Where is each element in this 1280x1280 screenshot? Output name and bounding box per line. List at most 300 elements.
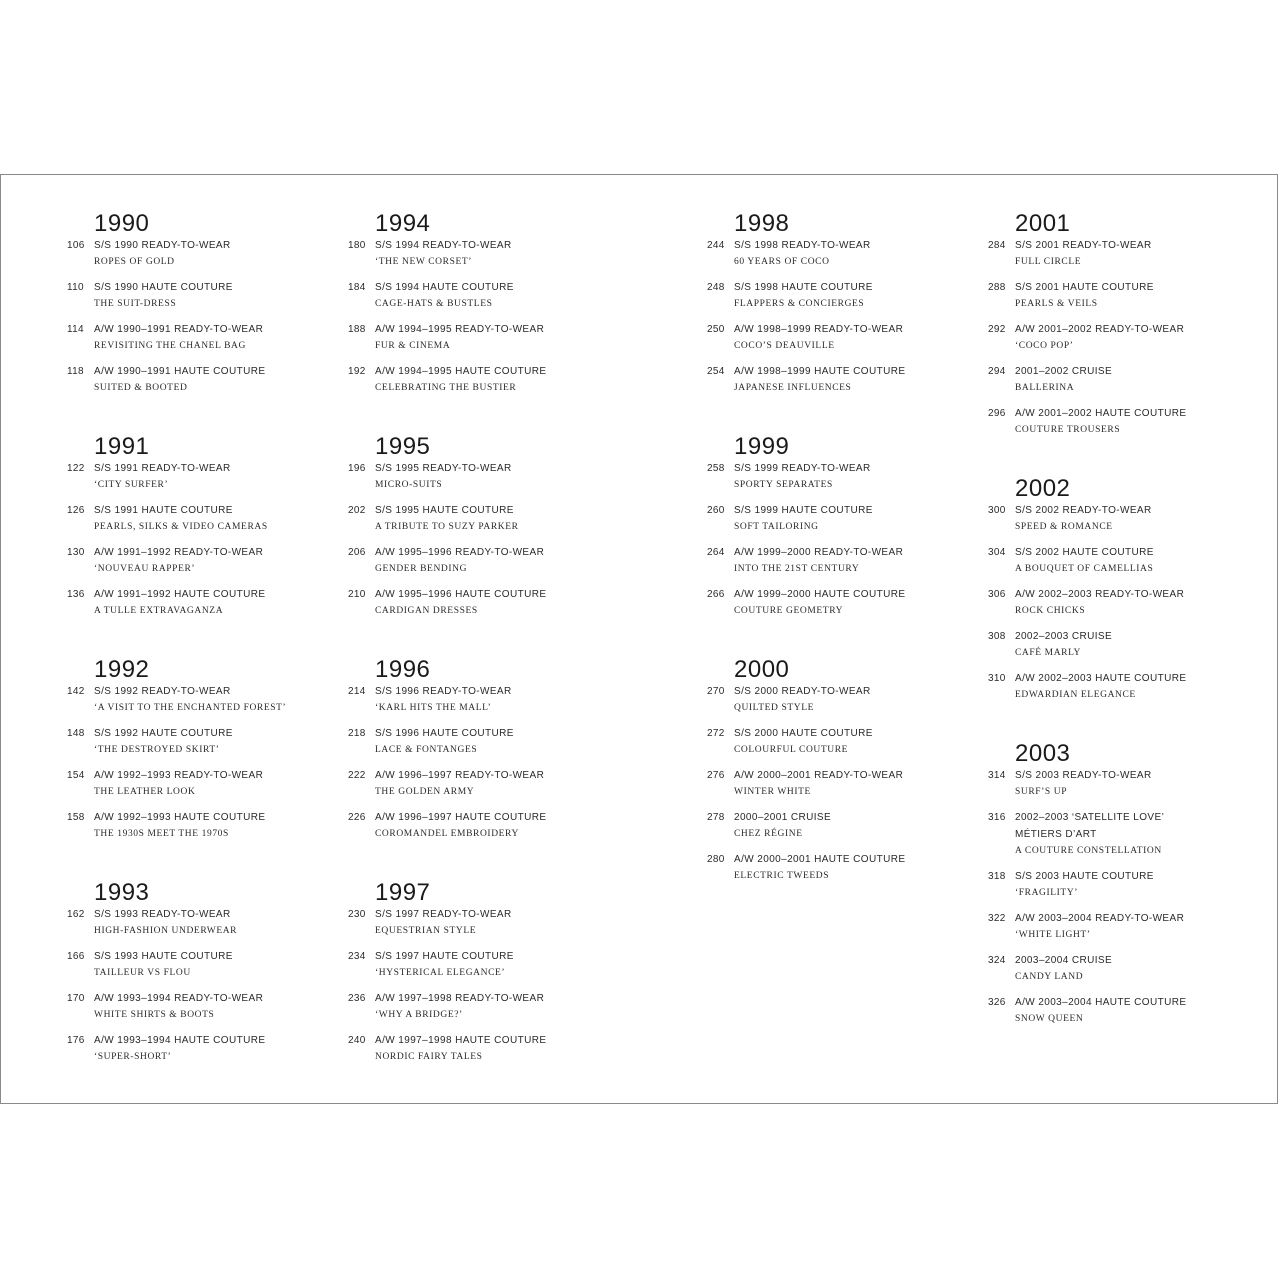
- entry-lines: [1015, 670, 1248, 704]
- contents-entry: [988, 809, 1248, 860]
- entry-lines: [1015, 868, 1248, 902]
- contents-entry: [348, 683, 608, 717]
- year-section: [67, 434, 327, 620]
- section-gap: [67, 405, 327, 434]
- entry-lines: [375, 544, 608, 578]
- collection-title: FLAPPERS & CONCIERGES: [734, 299, 865, 309]
- year-section: [348, 657, 608, 843]
- page-number: 188: [348, 324, 366, 335]
- contents-column: [67, 211, 327, 1074]
- collection-title: SPORTY SEPARATES: [734, 480, 833, 490]
- collection-name: S/S 2003 READY-TO-WEAR: [1015, 770, 1152, 781]
- page-number: 176: [67, 1035, 85, 1046]
- page-number: 170: [67, 993, 85, 1004]
- year-heading: 1990: [94, 210, 150, 237]
- collection-name: A/W 1990–1991 READY-TO-WEAR: [94, 324, 264, 335]
- page-number: 158: [67, 812, 85, 823]
- page-number: 324: [988, 955, 1006, 966]
- collection-name: A/W 2002–2003 HAUTE COUTURE: [1015, 673, 1187, 684]
- collection-title: A TRIBUTE TO SUZY PARKER: [375, 522, 519, 532]
- entry-lines: [94, 725, 327, 759]
- collection-title: QUILTED STYLE: [734, 703, 815, 713]
- collection-title: HIGH-FASHION UNDERWEAR: [94, 926, 238, 936]
- contents-entry: [988, 628, 1248, 662]
- collection-name: A/W 1999–2000 READY-TO-WEAR: [734, 547, 904, 558]
- collection-title: TAILLEUR VS FLOU: [94, 968, 191, 978]
- page-number: 166: [67, 951, 85, 962]
- contents-entry: [67, 460, 327, 494]
- collection-title: ‘NOUVEAU RAPPER’: [94, 564, 196, 574]
- entry-lines: [734, 363, 967, 397]
- entry-lines: [734, 725, 967, 759]
- contents-entry: [707, 321, 967, 355]
- contents-entry: [988, 670, 1248, 704]
- contents-column: [988, 211, 1248, 1036]
- collection-name: S/S 1994 READY-TO-WEAR: [375, 240, 512, 251]
- section-gap: [348, 851, 608, 880]
- contents-entry: [67, 1032, 327, 1066]
- contents-entry: [707, 544, 967, 578]
- contents-entry: [707, 363, 967, 397]
- collection-title: 60 YEARS OF COCO: [734, 257, 830, 267]
- contents-entry: [988, 321, 1248, 355]
- collection-title: ‘KARL HITS THE MALL’: [375, 703, 492, 713]
- collection-title: SPEED & ROMANCE: [1015, 522, 1113, 532]
- page-number: 130: [67, 547, 85, 558]
- collection-name: A/W 2001–2002 READY-TO-WEAR: [1015, 324, 1185, 335]
- contents-entry: [67, 906, 327, 940]
- entry-lines: [1015, 279, 1248, 313]
- collection-name: A/W 1993–1994 READY-TO-WEAR: [94, 993, 264, 1004]
- page-number: 318: [988, 871, 1006, 882]
- entry-lines: [375, 906, 608, 940]
- year-section: [707, 211, 967, 397]
- entry-lines: [375, 809, 608, 843]
- contents-entry: [988, 868, 1248, 902]
- entry-lines: [1015, 502, 1248, 536]
- page-number: 322: [988, 913, 1006, 924]
- collection-title: CARDIGAN DRESSES: [375, 606, 478, 616]
- contents-entry: [988, 767, 1248, 801]
- collection-name: A/W 1998–1999 HAUTE COUTURE: [734, 366, 906, 377]
- contents-entry: [707, 851, 967, 885]
- contents-entry: [67, 237, 327, 271]
- collection-title: ‘CITY SURFER’: [94, 480, 169, 490]
- year-section: [988, 741, 1248, 1028]
- entry-lines: [94, 683, 327, 717]
- page-number: 314: [988, 770, 1006, 781]
- entry-lines: [1015, 628, 1248, 662]
- entry-lines: [734, 683, 967, 717]
- contents-entry: [988, 910, 1248, 944]
- year-section: [988, 476, 1248, 704]
- entry-lines: [94, 237, 327, 271]
- year-section: [67, 880, 327, 1066]
- collection-title: LACE & FONTANGES: [375, 745, 478, 755]
- page-number: 310: [988, 673, 1006, 684]
- contents-entry: [707, 809, 967, 843]
- page-number: 260: [707, 505, 725, 516]
- page-number: 258: [707, 463, 725, 474]
- collection-title: COUTURE GEOMETRY: [734, 606, 844, 616]
- collection-title: CELEBRATING THE BUSTIER: [375, 383, 517, 393]
- collection-title: COCO’S DEAUVILLE: [734, 341, 835, 351]
- collection-title: FULL CIRCLE: [1015, 257, 1082, 267]
- page-number: 226: [348, 812, 366, 823]
- page-number: 192: [348, 366, 366, 377]
- contents-entry: [348, 502, 608, 536]
- page-number: 148: [67, 728, 85, 739]
- page-number: 294: [988, 366, 1006, 377]
- entry-lines: [94, 460, 327, 494]
- collection-name: S/S 1999 READY-TO-WEAR: [734, 463, 871, 474]
- year-heading: 1995: [375, 433, 431, 460]
- contents-entry: [67, 363, 327, 397]
- collection-name: S/S 2003 HAUTE COUTURE: [1015, 871, 1154, 882]
- year-section: [348, 434, 608, 620]
- entry-lines: [375, 725, 608, 759]
- contents-entry: [348, 544, 608, 578]
- year-heading: 1997: [375, 879, 431, 906]
- collection-name: S/S 1992 READY-TO-WEAR: [94, 686, 231, 697]
- page-number: 278: [707, 812, 725, 823]
- page-number: 316: [988, 812, 1006, 823]
- page-number: 206: [348, 547, 366, 558]
- page-number: 184: [348, 282, 366, 293]
- collection-title: PEARLS & VEILS: [1015, 299, 1098, 309]
- collection-title: ‘WHY A BRIDGE?’: [375, 1010, 463, 1020]
- entry-lines: [1015, 237, 1248, 271]
- collection-name: A/W 1996–1997 READY-TO-WEAR: [375, 770, 545, 781]
- page-number: 308: [988, 631, 1006, 642]
- collection-name: S/S 1991 READY-TO-WEAR: [94, 463, 231, 474]
- page-number: 180: [348, 240, 366, 251]
- page-number: 240: [348, 1035, 366, 1046]
- collection-title: BALLERINA: [1015, 383, 1075, 393]
- page-number: 142: [67, 686, 85, 697]
- collection-title: ‘COCO POP’: [1015, 341, 1074, 351]
- collection-name: S/S 2000 READY-TO-WEAR: [734, 686, 871, 697]
- collection-name: A/W 1994–1995 HAUTE COUTURE: [375, 366, 547, 377]
- contents-entry: [707, 237, 967, 271]
- page-number: 276: [707, 770, 725, 781]
- collection-name: A/W 1997–1998 HAUTE COUTURE: [375, 1035, 547, 1046]
- contents-entry: [348, 237, 608, 271]
- collection-name: A/W 1995–1996 READY-TO-WEAR: [375, 547, 545, 558]
- page-number: 264: [707, 547, 725, 558]
- contents-entry: [988, 279, 1248, 313]
- year-section: [707, 434, 967, 620]
- collection-name: A/W 2002–2003 READY-TO-WEAR: [1015, 589, 1185, 600]
- year-section: [67, 211, 327, 397]
- page-number: 292: [988, 324, 1006, 335]
- collection-title: SOFT TAILORING: [734, 522, 819, 532]
- collection-title: WHITE SHIRTS & BOOTS: [94, 1010, 215, 1020]
- page-number: 244: [707, 240, 725, 251]
- collection-name: A/W 1993–1994 HAUTE COUTURE: [94, 1035, 266, 1046]
- page-number: 122: [67, 463, 85, 474]
- collection-title: PEARLS, SILKS & VIDEO CAMERAS: [94, 522, 268, 532]
- page-number: 270: [707, 686, 725, 697]
- collection-title: A TULLE EXTRAVAGANZA: [94, 606, 224, 616]
- collection-title: CAGE-HATS & BUSTLES: [375, 299, 493, 309]
- entry-lines: [734, 237, 967, 271]
- contents-entry: [348, 1032, 608, 1066]
- entry-lines: [94, 502, 327, 536]
- contents-entry: [348, 586, 608, 620]
- collection-title: SNOW QUEEN: [1015, 1014, 1084, 1024]
- contents-entry: [988, 994, 1248, 1028]
- year-heading: 2002: [1015, 475, 1071, 502]
- contents-entry: [348, 321, 608, 355]
- page-number: 254: [707, 366, 725, 377]
- page-number: 300: [988, 505, 1006, 516]
- year-heading: 2000: [734, 656, 790, 683]
- collection-title: REVISITING THE CHANEL BAG: [94, 341, 246, 351]
- entry-lines: [1015, 994, 1248, 1028]
- page-number: 136: [67, 589, 85, 600]
- contents-entry: [348, 460, 608, 494]
- collection-title: INTO THE 21ST CENTURY: [734, 564, 860, 574]
- page-number: 296: [988, 408, 1006, 419]
- entry-lines: [94, 544, 327, 578]
- entry-lines: [1015, 321, 1248, 355]
- collection-name: A/W 2003–2004 READY-TO-WEAR: [1015, 913, 1185, 924]
- collection-name: S/S 1991 HAUTE COUTURE: [94, 505, 233, 516]
- collection-name: S/S 1996 HAUTE COUTURE: [375, 728, 514, 739]
- entry-lines: [734, 767, 967, 801]
- collection-title: COLOURFUL COUTURE: [734, 745, 849, 755]
- collection-title: GENDER BENDING: [375, 564, 468, 574]
- collection-title: THE GOLDEN ARMY: [375, 787, 475, 797]
- entry-lines: [94, 363, 327, 397]
- collection-title: NORDIC FAIRY TALES: [375, 1052, 483, 1062]
- year-heading: 1996: [375, 656, 431, 683]
- contents-entry: [348, 767, 608, 801]
- contents-column: [348, 211, 608, 1074]
- year-section: [67, 657, 327, 843]
- contents-entry: [67, 948, 327, 982]
- entry-lines: [1015, 544, 1248, 578]
- page-number: 214: [348, 686, 366, 697]
- section-gap: [67, 851, 327, 880]
- collection-name: S/S 2002 READY-TO-WEAR: [1015, 505, 1152, 516]
- contents-entry: [67, 809, 327, 843]
- page-number: 126: [67, 505, 85, 516]
- contents-spread: [0, 174, 1278, 1104]
- collection-title: EDWARDIAN ELEGANCE: [1015, 690, 1136, 700]
- page-number: 288: [988, 282, 1006, 293]
- section-gap: [707, 405, 967, 434]
- entry-lines: [734, 809, 967, 843]
- contents-entry: [67, 767, 327, 801]
- contents-entry: [67, 990, 327, 1024]
- collection-title: SURF’S UP: [1015, 787, 1068, 797]
- collection-name: S/S 1997 HAUTE COUTURE: [375, 951, 514, 962]
- page-number: 210: [348, 589, 366, 600]
- page-number: 250: [707, 324, 725, 335]
- entry-lines: [734, 851, 967, 885]
- year-heading: 1998: [734, 210, 790, 237]
- year-heading: 1991: [94, 433, 150, 460]
- page-number: 272: [707, 728, 725, 739]
- collection-title: ‘THE NEW CORSET’: [375, 257, 473, 267]
- collection-name: 2003–2004 CRUISE: [1015, 955, 1113, 966]
- collection-title: ‘FRAGILITY’: [1015, 888, 1079, 898]
- entry-lines: [94, 948, 327, 982]
- collection-title: EQUESTRIAN STYLE: [375, 926, 477, 936]
- section-gap: [348, 405, 608, 434]
- contents-entry: [348, 906, 608, 940]
- collection-title: ‘SUPER-SHORT’: [94, 1052, 172, 1062]
- contents-entry: [348, 279, 608, 313]
- entry-lines: [734, 460, 967, 494]
- contents-entry: [348, 725, 608, 759]
- collection-title: ‘WHITE LIGHT’: [1015, 930, 1091, 940]
- entry-lines: [375, 586, 608, 620]
- page-number: 196: [348, 463, 366, 474]
- collection-title: ‘THE DESTROYED SKIRT’: [94, 745, 220, 755]
- collection-name: S/S 1996 READY-TO-WEAR: [375, 686, 512, 697]
- collection-title: ROPES OF GOLD: [94, 257, 175, 267]
- entry-lines: [375, 1032, 608, 1066]
- page-number: 222: [348, 770, 366, 781]
- year-heading: 1993: [94, 879, 150, 906]
- section-gap: [707, 628, 967, 657]
- collection-title: THE 1930S MEET THE 1970S: [94, 829, 229, 839]
- collection-name: S/S 1998 READY-TO-WEAR: [734, 240, 871, 251]
- page-number: 106: [67, 240, 85, 251]
- entry-lines: [734, 279, 967, 313]
- entry-lines: [1015, 586, 1248, 620]
- contents-entry: [707, 683, 967, 717]
- collection-title: ‘A VISIT TO THE ENCHANTED FOREST’: [94, 703, 287, 713]
- entry-lines: [94, 809, 327, 843]
- contents-entry: [67, 725, 327, 759]
- year-section: [348, 880, 608, 1066]
- collection-title: SUITED & BOOTED: [94, 383, 188, 393]
- contents-entry: [67, 683, 327, 717]
- page-number: 266: [707, 589, 725, 600]
- collection-name: A/W 1999–2000 HAUTE COUTURE: [734, 589, 906, 600]
- section-gap: [348, 628, 608, 657]
- entry-lines: [1015, 910, 1248, 944]
- collection-name: S/S 2002 HAUTE COUTURE: [1015, 547, 1154, 558]
- entry-lines: [375, 279, 608, 313]
- collection-name: S/S 1993 READY-TO-WEAR: [94, 909, 231, 920]
- collection-name: S/S 2001 READY-TO-WEAR: [1015, 240, 1152, 251]
- contents-entry: [988, 586, 1248, 620]
- entry-lines: [94, 279, 327, 313]
- collection-title: THE SUIT-DRESS: [94, 299, 177, 309]
- year-heading: 1999: [734, 433, 790, 460]
- collection-title: A BOUQUET OF CAMELLIAS: [1015, 564, 1154, 574]
- entry-lines: [375, 363, 608, 397]
- page-number: 280: [707, 854, 725, 865]
- entry-lines: [375, 990, 608, 1024]
- collection-title: THE LEATHER LOOK: [94, 787, 196, 797]
- collection-name: A/W 1991–1992 HAUTE COUTURE: [94, 589, 266, 600]
- entry-lines: [94, 906, 327, 940]
- collection-name: A/W 2001–2002 HAUTE COUTURE: [1015, 408, 1187, 419]
- collection-name: S/S 1993 HAUTE COUTURE: [94, 951, 233, 962]
- contents-entry: [988, 952, 1248, 986]
- year-section: [348, 211, 608, 397]
- section-gap: [988, 712, 1248, 741]
- entry-lines: [94, 321, 327, 355]
- collection-name: A/W 1990–1991 HAUTE COUTURE: [94, 366, 266, 377]
- contents-entry: [707, 279, 967, 313]
- page-number: 236: [348, 993, 366, 1004]
- collection-name: A/W 1997–1998 READY-TO-WEAR: [375, 993, 545, 1004]
- contents-entry: [707, 767, 967, 801]
- contents-entry: [67, 279, 327, 313]
- page-number: 306: [988, 589, 1006, 600]
- page-number: 202: [348, 505, 366, 516]
- page-number: 234: [348, 951, 366, 962]
- entry-lines: [1015, 405, 1248, 439]
- contents-entry: [348, 990, 608, 1024]
- entry-lines: [94, 767, 327, 801]
- entry-lines: [94, 586, 327, 620]
- collection-name: MÉTIERS D’ART: [1015, 829, 1097, 840]
- collection-name: S/S 1998 HAUTE COUTURE: [734, 282, 873, 293]
- collection-name: S/S 1997 READY-TO-WEAR: [375, 909, 512, 920]
- collection-title: JAPANESE INFLUENCES: [734, 383, 852, 393]
- page-number: 326: [988, 997, 1006, 1008]
- entry-lines: [375, 237, 608, 271]
- collection-title: ‘HYSTERICAL ELEGANCE’: [375, 968, 506, 978]
- collection-name: A/W 2000–2001 HAUTE COUTURE: [734, 854, 906, 865]
- collection-title: COROMANDEL EMBROIDERY: [375, 829, 519, 839]
- contents-entry: [988, 363, 1248, 397]
- collection-name: A/W 1994–1995 READY-TO-WEAR: [375, 324, 545, 335]
- entry-lines: [94, 1032, 327, 1066]
- entry-lines: [375, 502, 608, 536]
- entry-lines: [734, 586, 967, 620]
- contents-entry: [707, 586, 967, 620]
- page-number: 248: [707, 282, 725, 293]
- collection-name: S/S 1990 READY-TO-WEAR: [94, 240, 231, 251]
- collection-name: A/W 1996–1997 HAUTE COUTURE: [375, 812, 547, 823]
- collection-title: CHEZ RÉGINE: [734, 829, 803, 839]
- year-section: [988, 211, 1248, 439]
- collection-title: WINTER WHITE: [734, 787, 811, 797]
- entry-lines: [375, 460, 608, 494]
- year-heading: 2003: [1015, 740, 1071, 767]
- contents-entry: [988, 502, 1248, 536]
- entry-lines: [734, 321, 967, 355]
- entry-lines: [1015, 767, 1248, 801]
- page-number: 162: [67, 909, 85, 920]
- contents-entry: [988, 237, 1248, 271]
- contents-entry: [67, 544, 327, 578]
- collection-title: ROCK CHICKS: [1015, 606, 1086, 616]
- entry-lines: [1015, 809, 1248, 860]
- entry-lines: [375, 767, 608, 801]
- entry-lines: [375, 948, 608, 982]
- contents-column: [707, 211, 967, 893]
- collection-name: A/W 2000–2001 READY-TO-WEAR: [734, 770, 904, 781]
- page-number: 218: [348, 728, 366, 739]
- collection-title: ELECTRIC TWEEDS: [734, 871, 830, 881]
- contents-entry: [67, 321, 327, 355]
- collection-name: S/S 1995 HAUTE COUTURE: [375, 505, 514, 516]
- section-gap: [67, 628, 327, 657]
- collection-name: A/W 1992–1993 READY-TO-WEAR: [94, 770, 264, 781]
- contents-entry: [707, 460, 967, 494]
- contents-entry: [707, 725, 967, 759]
